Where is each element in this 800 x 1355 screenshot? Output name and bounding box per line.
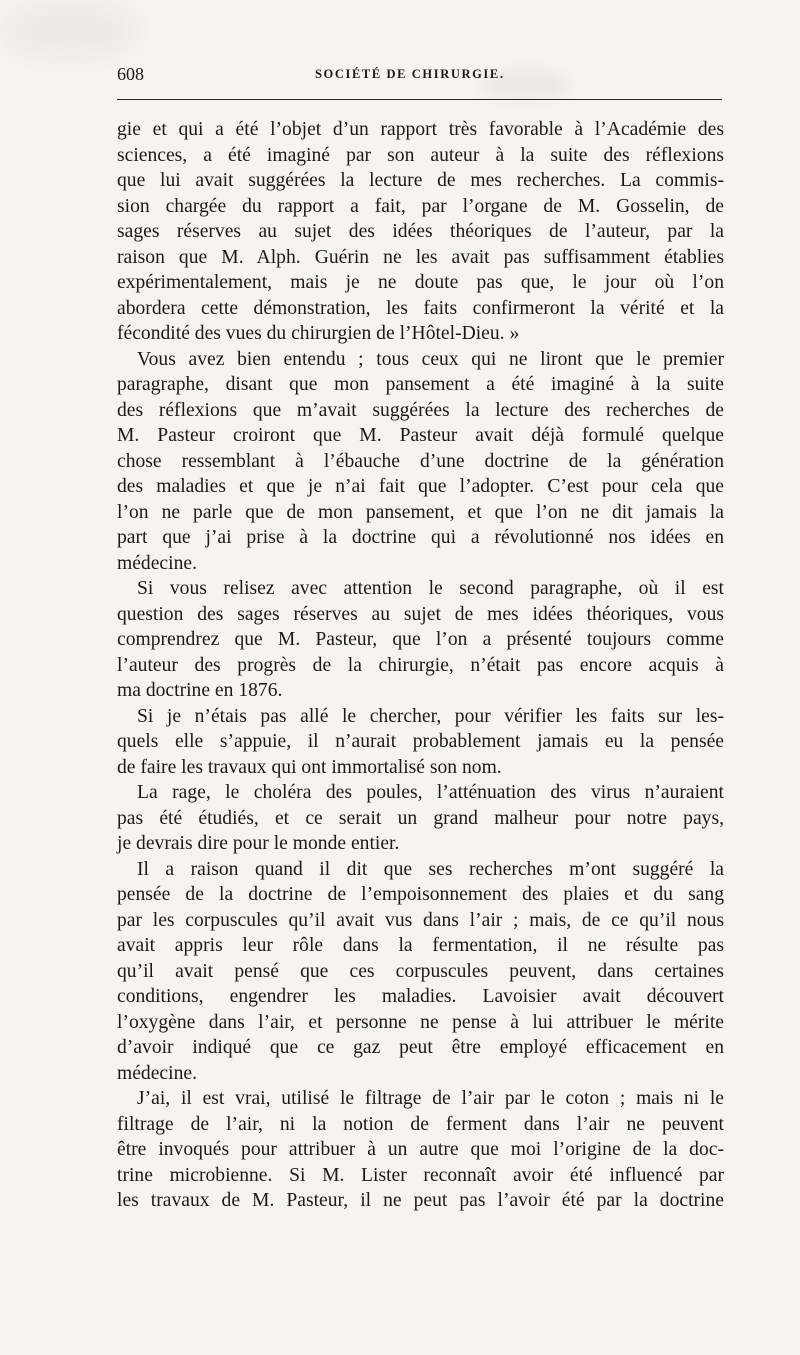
text-line: pensée de la doctrine de l’empoisonnement des plaies et du sang — [117, 884, 724, 905]
text-line: être invoqués pour attribuer à un autre que moi l’origine de la doc- — [117, 1139, 724, 1160]
text-line: d’avoir indiqué que ce gaz peut être employé efficacement en — [117, 1037, 724, 1058]
text-line: médecine. — [117, 552, 197, 574]
text-line: sion chargée du rapport a fait, par l’organe de M. Gosselin, de — [117, 195, 724, 217]
text-line: les travaux de M. Pasteur, il ne peut pas l’avoir été par la doctrine — [117, 1190, 724, 1211]
text-line: La rage, le choléra des poules, l’atténuation des virus n’auraient — [137, 782, 724, 803]
text-line: gie et qui a été l’objet d’un rapport très favorable à l’Académie des — [117, 119, 724, 140]
text-line: paragraphe, disant que mon pansement a été imaginé à la suite — [117, 374, 724, 395]
text-line: conditions, engendrer les maladies. Lavoisier avait découvert — [117, 986, 724, 1007]
text-line: qu’il avait pensé que ces corpuscules peuvent, dans certaines — [117, 960, 724, 982]
text-line: avait appris leur rôle dans la fermentation, il ne résulte pas — [117, 935, 724, 956]
text-line: M. Pasteur croiront que M. Pasteur avait déjà formulé quelque — [117, 425, 724, 446]
text-line: part que j’ai prise à la doctrine qui a révolutionné nos idées en — [117, 527, 724, 548]
text-line: des réflexions que m’avait suggérées la lecture des recherches de — [117, 399, 724, 421]
page-number: 608 — [117, 64, 144, 84]
paper-stain — [0, 0, 140, 60]
text-line: quels elle s’appuie, il n’aurait probablement jamais eu la pensée — [117, 731, 724, 752]
text-line: l’on ne parle que de mon pansement, et que l’on ne dit jamais la — [117, 501, 724, 523]
text-line: abordera cette démonstration, les faits confirmeront la vérité et la — [117, 297, 724, 319]
text-line: comprendrez que M. Pasteur, que l’on a présenté toujours comme — [117, 629, 724, 650]
text-line: sciences, a été imaginé par son auteur à la suite des réflexions — [117, 144, 724, 166]
text-line: Si vous relisez avec attention le second paragraphe, où il est — [137, 578, 724, 599]
body-text — [117, 117, 724, 1214]
text-line: Vous avez bien entendu ; tous ceux qui ne liront que le premier — [137, 348, 724, 370]
header-rule — [117, 99, 722, 100]
text-line: l’oxygène dans l’air, et personne ne pense à lui attribuer le mérite — [117, 1011, 724, 1033]
text-line: des maladies et que je n’ai fait que l’adopter. C’est pour cela que — [117, 476, 724, 497]
text-line: trine microbienne. Si M. Lister reconnaît avoir été influencé par — [117, 1164, 724, 1186]
text-line: ma doctrine en 1876. — [117, 680, 283, 701]
text-line: médecine. — [117, 1062, 197, 1084]
text-line: question des sages réserves au sujet de mes idées théoriques, vous — [117, 603, 724, 625]
text-line: sages réserves au sujet des idées théoriques de l’auteur, par la — [117, 221, 724, 242]
running-head — [117, 64, 722, 88]
text-line: je devrais dire pour le monde entier. — [117, 833, 400, 854]
text-line: que lui avait suggérées la lecture de mes recherches. La commis- — [117, 170, 724, 191]
text-line: filtrage de l’air, ni la notion de ferment dans l’air ne peuvent — [117, 1113, 724, 1135]
text-line: Si je n’étais pas allé le chercher, pour vérifier les faits sur les- — [137, 705, 724, 727]
text-line: expérimentalement, mais je ne doute pas que, le jour où l’on — [117, 272, 724, 293]
text-line: J’ai, il est vrai, utilisé le filtrage de l’air par le coton ; mais ni le — [137, 1088, 724, 1109]
text-line: raison que M. Alph. Guérin ne les avait pas suffisamment établies — [117, 246, 724, 268]
text-line: Il a raison quand il dit que ses recherches m’ont suggéré la — [137, 858, 724, 880]
text-line: chose ressemblant à l’ébauche d’une doctrine de la génération — [117, 450, 724, 472]
text-line: de faire les travaux qui ont immortalisé son nom. — [117, 756, 502, 778]
text-line: par les corpuscules qu’il avait vus dans l’air ; mais, de ce qu’il nous — [117, 909, 724, 931]
running-title: SOCIÉTÉ DE CHIRURGIE. — [315, 67, 505, 81]
text-line: pas été étudiés, et ce serait un grand malheur pour notre pays, — [117, 807, 724, 829]
text-line: l’auteur des progrès de la chirurgie, n’était pas encore acquis à — [117, 654, 724, 676]
text-line: fécondité des vues du chirurgien de l’Hôtel-Dieu. » — [117, 323, 520, 344]
